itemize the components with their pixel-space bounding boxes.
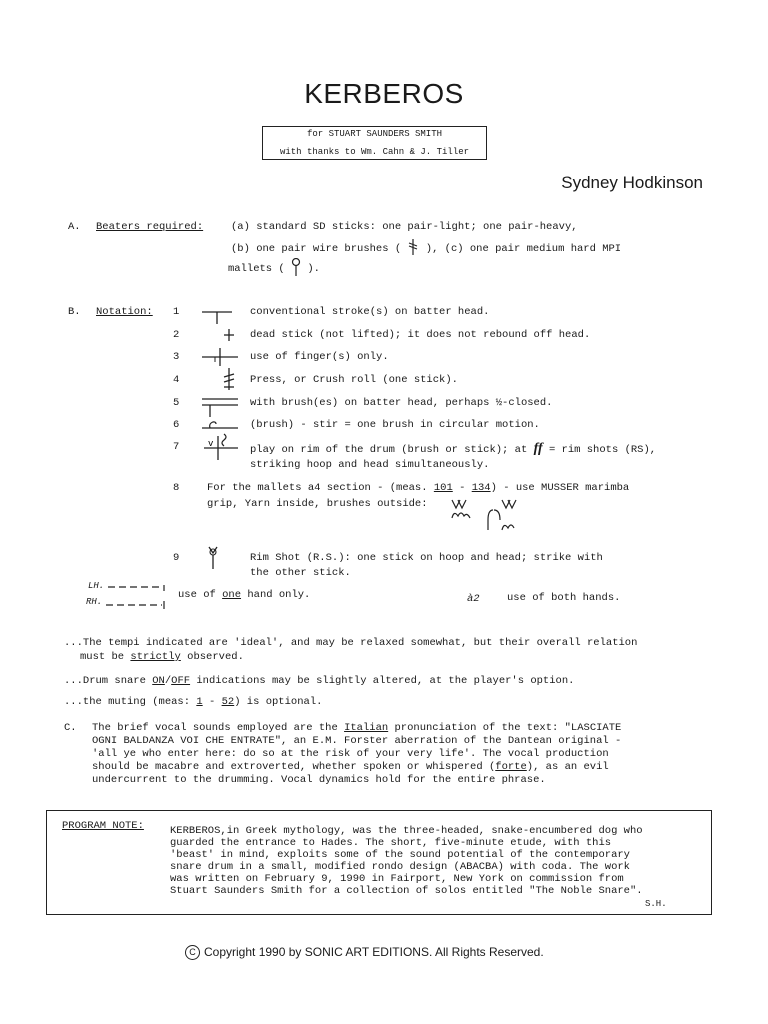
section-a-letter: A.	[68, 221, 81, 233]
copyright-line: C Copyright 1990 by SONIC ART EDITIONS. All Rights Reserved.	[185, 945, 544, 960]
notation-number: 8	[173, 482, 180, 494]
left-hand-bracket	[108, 585, 166, 591]
notation-number: 1	[173, 306, 180, 318]
section-c-line-3: 'all ye who enter here: do so at the risk of your very life'. The vocal production	[92, 748, 609, 760]
note-muting: ...the muting (meas: 1 - 52) is optional.	[64, 696, 323, 708]
right-hand-label: RH.	[86, 597, 103, 607]
fortissimo-marking: ff	[533, 441, 543, 456]
left-hand-label: LH.	[88, 581, 105, 591]
section-b-letter: B.	[68, 306, 81, 318]
notation-number: 5	[173, 397, 180, 409]
stroke-symbol-icon	[202, 306, 232, 324]
section-c-line-1: The brief vocal sounds employed are the Italian pronunciation of the text: "LASCIATE	[92, 722, 622, 734]
notation-number: 6	[173, 419, 180, 431]
notation-text: play on rim of the drum (brush or stick); at ff = rim shots (RS),	[250, 441, 657, 456]
program-note-text: KERBEROS,in Greek mythology, was the three-headed, snake-encumbered dog who guarded the entrance to Hades. The short, five-minute etude, with this 'beast' in mind, exploits some of the sound potential of the contemporary snare drum in a small, modified rondo design (ABACBA) with coda. The work was written on February 9, 1990 in Fairport, New York on commission from Stuart Saunders Smith for a collection of solos entitled "The Noble Snare".	[170, 825, 643, 897]
section-c-letter: C.	[64, 722, 77, 734]
notation-text: (brush) - stir = one brush in circular motion.	[250, 419, 540, 431]
notation-text: with brush(es) on batter head, perhaps ½-closed.	[250, 397, 553, 409]
notation-text: dead stick (not lifted); it does not rebound off head.	[250, 329, 591, 341]
section-a-line-3: mallets ( ).	[228, 258, 320, 276]
section-c-line-4: should be macabre and extroverted, whether spoken or whispered (forte), as an evil	[92, 761, 609, 773]
section-c-line-5: undercurrent to the drumming. Vocal dynamics hold for the entire phrase.	[92, 774, 546, 786]
one-hand-text: use of one hand only.	[178, 589, 311, 601]
note-snare: ...Drum snare ON/OFF indications may be slightly altered, at the player's option.	[64, 675, 575, 687]
dedication-line-1: for STUART SAUNDERS SMITH	[306, 129, 443, 139]
section-a-line-2: (b) one pair wire brushes ( ), (c) one pair medium hard MPI	[231, 239, 621, 255]
mallet-icon	[291, 258, 301, 276]
rim-shot-symbol-icon	[207, 545, 219, 569]
notation-text-2: striking hoop and head simultaneously.	[250, 459, 490, 471]
note-tempi: ...The tempi indicated are 'ideal', and may be relaxed somewhat, but their overall relation	[64, 637, 638, 649]
notation-number: 2	[173, 329, 180, 341]
press-roll-symbol-icon	[222, 368, 236, 390]
notation-text: conventional stroke(s) on batter head.	[250, 306, 490, 318]
program-note-initials: S.H.	[645, 899, 667, 909]
section-a-label: Beaters required:	[96, 221, 204, 233]
wire-brush-icon	[407, 239, 419, 255]
notation-text: use of finger(s) only.	[250, 351, 389, 363]
finger-symbol-icon	[202, 346, 238, 366]
notation-text-2: the other stick.	[250, 567, 351, 579]
note-tempi-2: must be strictly observed.	[80, 651, 244, 663]
section-c-line-2: OGNI BALDANZA VOI CHE ENTRATE", an E.M. Forster aberration of the Dantean original -	[92, 735, 622, 747]
composer-name: Sydney Hodkinson	[561, 173, 703, 192]
section-b-label: Notation:	[96, 306, 153, 318]
dedication-line-2: with thanks to Wm. Cahn & J. Tiller	[279, 147, 470, 157]
section-a-line-1: (a) standard SD sticks: one pair-light; one pair-heavy,	[231, 221, 578, 233]
notation-text: Rim Shot (R.S.): one stick on hoop and head; strike with	[250, 552, 603, 564]
notation-text: Press, or Crush roll (one stick).	[250, 374, 458, 386]
mallet-grip-icon	[448, 496, 520, 534]
notation-number: 7	[173, 441, 180, 453]
a2-marking: à2	[467, 593, 480, 605]
notation-number: 4	[173, 374, 180, 386]
svg-text:v: v	[208, 439, 214, 449]
notation-text-2: grip, Yarn inside, brushes outside:	[207, 498, 428, 510]
dead-stick-symbol-icon	[223, 328, 235, 342]
notation-text: For the mallets a4 section - (meas. 101 - 134) - use MUSSER marimba	[207, 482, 630, 494]
program-note-label: PROGRAM NOTE:	[62, 820, 144, 832]
notation-number: 9	[173, 552, 180, 564]
right-hand-bracket	[106, 601, 166, 609]
brush-symbol-icon	[202, 395, 238, 417]
both-hands-text: use of both hands.	[507, 592, 621, 604]
notation-number: 3	[173, 351, 180, 363]
rim-play-symbol-icon	[204, 430, 238, 460]
page-title: KERBEROS	[304, 78, 464, 109]
copyright-icon: C	[185, 945, 200, 960]
